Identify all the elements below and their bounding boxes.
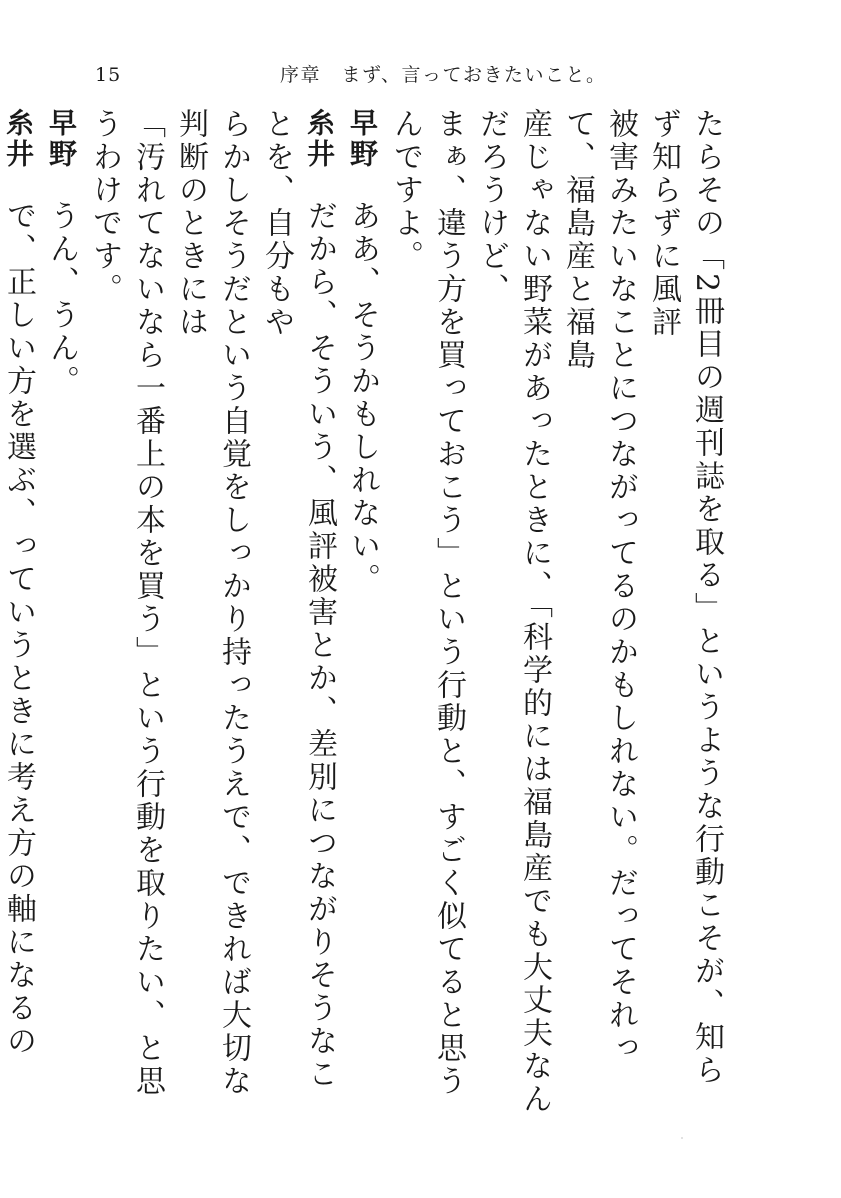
dialogue-line [255,108,341,1118]
line-text: たらその「2冊目の週刊誌を取る」というような行動こそが、知らず知らずに風評 [646,108,724,1088]
text-line [470,108,556,1118]
text-line [642,108,728,1118]
dialogue-line [40,108,83,1118]
line-text: らかしそうだという自覚をしっかり持ったうえで、できれば大切な判断のときには [173,108,251,1098]
line-text: 産じゃない野菜があったときに、「科学的には福島産でも大丈夫なんだろうけど、 [474,108,552,1116]
body-text [1,108,728,1118]
speaker-name: 早野 [45,108,78,170]
print-speck [681,1137,683,1139]
line-text: うん、うん。 [44,200,79,398]
dialogue-line [341,108,384,1118]
speaker-name: 早野 [346,108,379,170]
line-text: 被害みたいなことにつながってるのかもしれない。だってそれって、福島産と福島 [560,108,638,1065]
text-line [556,108,642,1118]
speaker-name: 糸井 [2,108,35,170]
line-text: で、正しい方を選ぶ、っていうときに考え方の軸になるの [1,200,36,1058]
text-line [384,108,470,1118]
text-line [169,108,255,1118]
dialogue-line [0,108,40,1118]
page-number: 15 [95,64,122,86]
line-text: 「汚れてないなら一番上の本を買う」という行動を取りたい、と思うわけです。 [87,108,165,1098]
line-text: だから、そういう、風評被害とか、差別につながりそうなことを、自分もや [259,108,337,1091]
text-line [83,108,169,1118]
speaker-name: 糸井 [303,108,336,170]
line-text: ああ、そうかもしれない。 [345,200,380,596]
line-text: まぁ、違う方を買っておこう」という行動と、すごく似てると思うんですよ。 [388,108,466,1098]
running-header: 序章 まず、言っておきたいこと。 [280,64,607,86]
